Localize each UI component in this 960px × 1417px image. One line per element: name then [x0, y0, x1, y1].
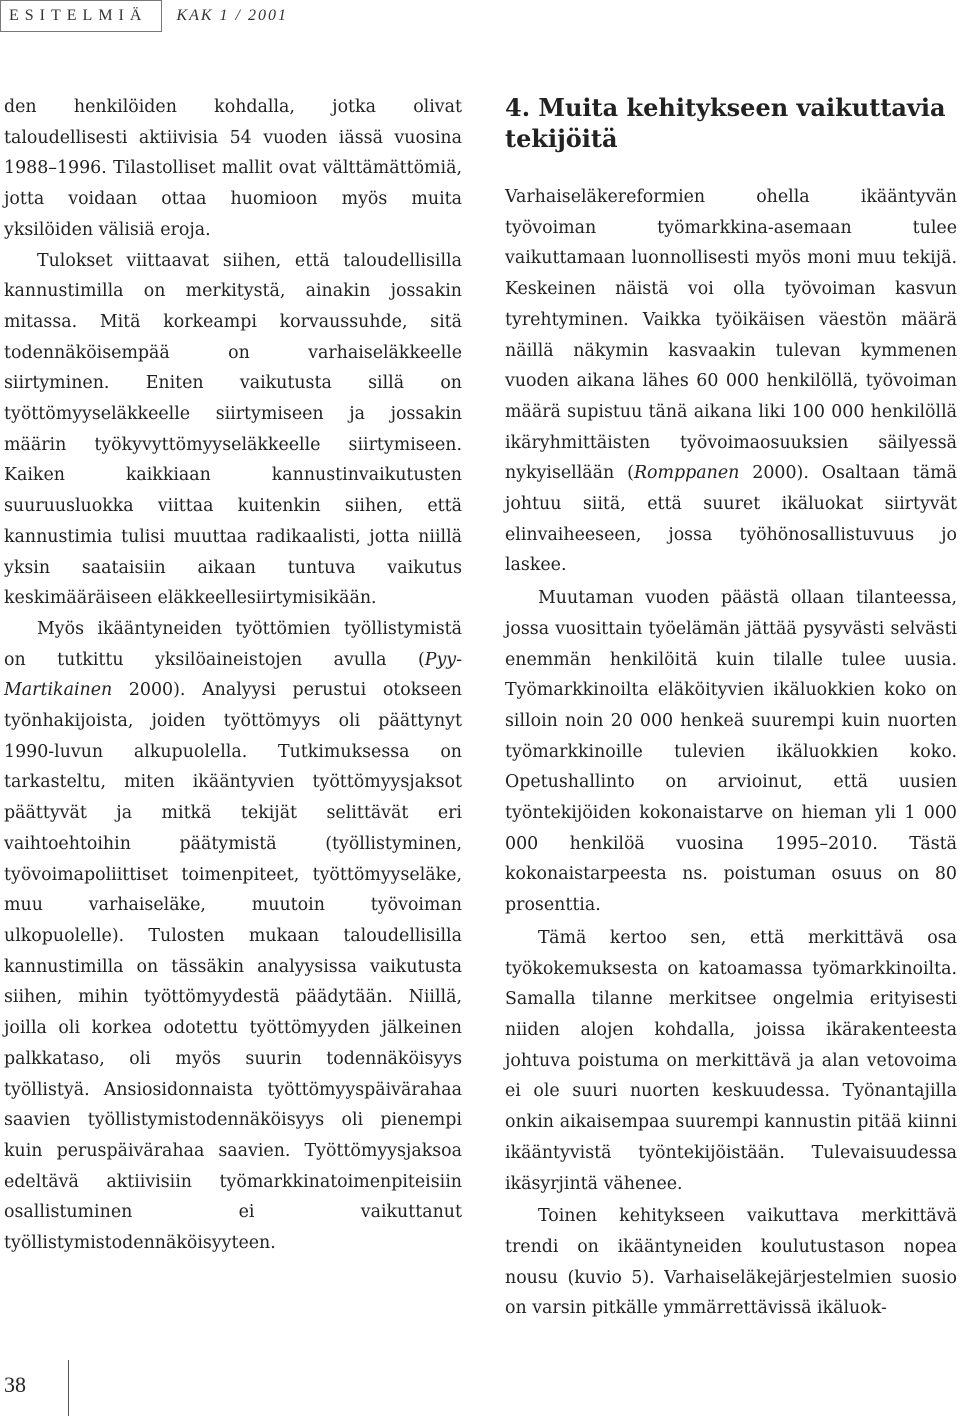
page-number: 38 [4, 1372, 26, 1397]
running-header [0, 0, 288, 32]
right-paragraph-4: Toinen kehitykseen vaikuttava merkittävä trendi on ikääntyneiden koulutustason nopea nousu (kuvio 5). Varhaiseläkejärjestelmien suosio on varsin pitkälle ymmärrettävissä ikäluok- [505, 1206, 957, 1319]
left-paragraph-3-start: Myös ikääntyneiden työttömien työllistymistä on tutkittu yksilöaineistojen avulla ( [4, 618, 462, 670]
citation-romppanen: Romppanen [633, 463, 740, 484]
left-paragraph-3 [4, 614, 462, 1259]
footer-rule [68, 1360, 69, 1416]
left-paragraph-1: den henkilöiden kohdalla, jotka olivat taloudellisesti aktiivisia 54 vuoden iässä vuosina 1988–1996. Tilastolliset mallit ovat välttämättömiä, jotta voidaan ottaa huomioon myös muita yksilöiden välisiä eroja. [4, 97, 462, 240]
right-paragraph-3: Tämä kertoo sen, että merkittävä osa työkokemuksesta on katoamassa työmarkkinoilta. Samalla tilanne merkitsee ongelmia erityisesti niiden alojen kohdalla, joissa ikärakenteesta johtuva poistuma on merkittävä ja alan vetovoima ei ole suuri nuorten keskuudessa. Työnantajilla onkin aikaisempaa suurempi kannustin pitää kiinni ikääntyvistä työntekijöistään. Tulevaisuudessa ikäsyrjintä vähenee. [505, 927, 957, 1194]
left-paragraph-2: Tulokset viittaavat siihen, että taloudellisilla kannustimilla on merkitystä, ainakin jossakin mitassa. Mitä korkeampi korvaussuhde, sitä todennäköisempää on varhaiseläkkeelle siirtyminen. Eniten vaikutusta sillä on työttömyyseläkkeelle siirtymiseen ja jossakin määrin työkyvyttömyyseläkkeelle siirtymiseen. Kaiken kaikkiaan kannustinvaikutusten suuruusluokka viittaa kuitenkin siihen, että kannustimia tulisi muuttaa radikaalisti, jotta niillä yksin saataisiin aikaan tuntuva vaikutus keskimääräiseen eläkkeellesiirtymisikään. [4, 250, 462, 609]
right-column [505, 92, 957, 1324]
citation-pyy-martikainen: Pyy-Martikainen [4, 649, 462, 701]
left-column [4, 92, 462, 1259]
right-paragraph-1 [505, 182, 957, 581]
right-paragraph-1-start: Varhaiseläkereformien ohella ikääntyvän työvoiman työmarkkina-asemaan tulee vaikuttamaan luonnollisesti myös moni muu tekijä. Keskeinen näistä voi olla työvoiman kasvun tyrehtyminen. Vaikka työikäisen väestön määrä näillä näkymin kasvaakin tulevan kymmenen vuoden aikana lähes 60 000 henkilöllä, työvoiman määrä supistuu tänä aikana liki 100 000 henkilöllä ikäryhmittäisten työvoimaosuuksien säilyessä nykyisellään ( [505, 187, 957, 484]
right-paragraph-1-rest: 2000). Osaltaan tämä johtuu siitä, että suuret ikäluokat siirtyvät elinvaiheeseen, jossa työhönosallistuvuus jo laskee. [505, 463, 957, 576]
section-heading: 4. Muita kehitykseen vaikuttavia tekijöitä [505, 93, 946, 153]
section-label: ESITELMIÄ [0, 0, 162, 32]
right-paragraph-2: Muutaman vuoden päästä ollaan tilanteessa, jossa vuosittain työelämän jättää pysyvästi selvästi enemmän henkilöitä kuin tilalle tulee uusia. Työmarkkinoilta eläköityvien ikäluokkien koko on silloin noin 20 000 henkeä suurempi kuin nuorten työmarkkinoille tulevien ikäluokkien koko. Opetushallinto on arvioinut, että uusien työntekijöiden kokonaistarve on hieman yli 1 000 000 henkilöä vuosina 1995–2010. Tästä kokonaistarpeesta ns. poistuman osuus on 80 prosenttia. [505, 588, 957, 916]
issue-label: KAK 1 / 2001 [176, 7, 288, 24]
left-paragraph-3-rest: 2000). Analyysi perustui otokseen työnhakijoista, joiden työttömyys oli päättynyt 1990-luvun alkupuolella. Tutkimuksessa on tarkasteltu, miten ikääntyvien työttömyysjaksot päättyvät ja mitkä tekijät selittävät eri vaihtoehtoihin päätymistä (työllistyminen, työvoimapoliittiset toimenpiteet, työttömyyseläke, muu varhaiseläke, muutoin työvoiman ulkopuolelle). Tulosten mukaan taloudellisilla kannustimilla on tässäkin analyysissa vaikutusta siihen, mihin työttömyydestä päädytään. Niillä, joilla oli korkea odotettu työttömyyden jälkeinen palkkataso, oli myös suurin todennäköisyys työllistyä. Ansiosidonnaista työttömyyspäivärahaa saavien työllistymistodennäköisyys oli pienempi kuin peruspäivärahaa saavien. Työttömyysjaksoa edeltävä aktiivisiin työmarkkinatoimenpiteisiin osallistuminen ei vaikuttanut työllistymistodennäköisyyteen. [4, 680, 462, 1254]
